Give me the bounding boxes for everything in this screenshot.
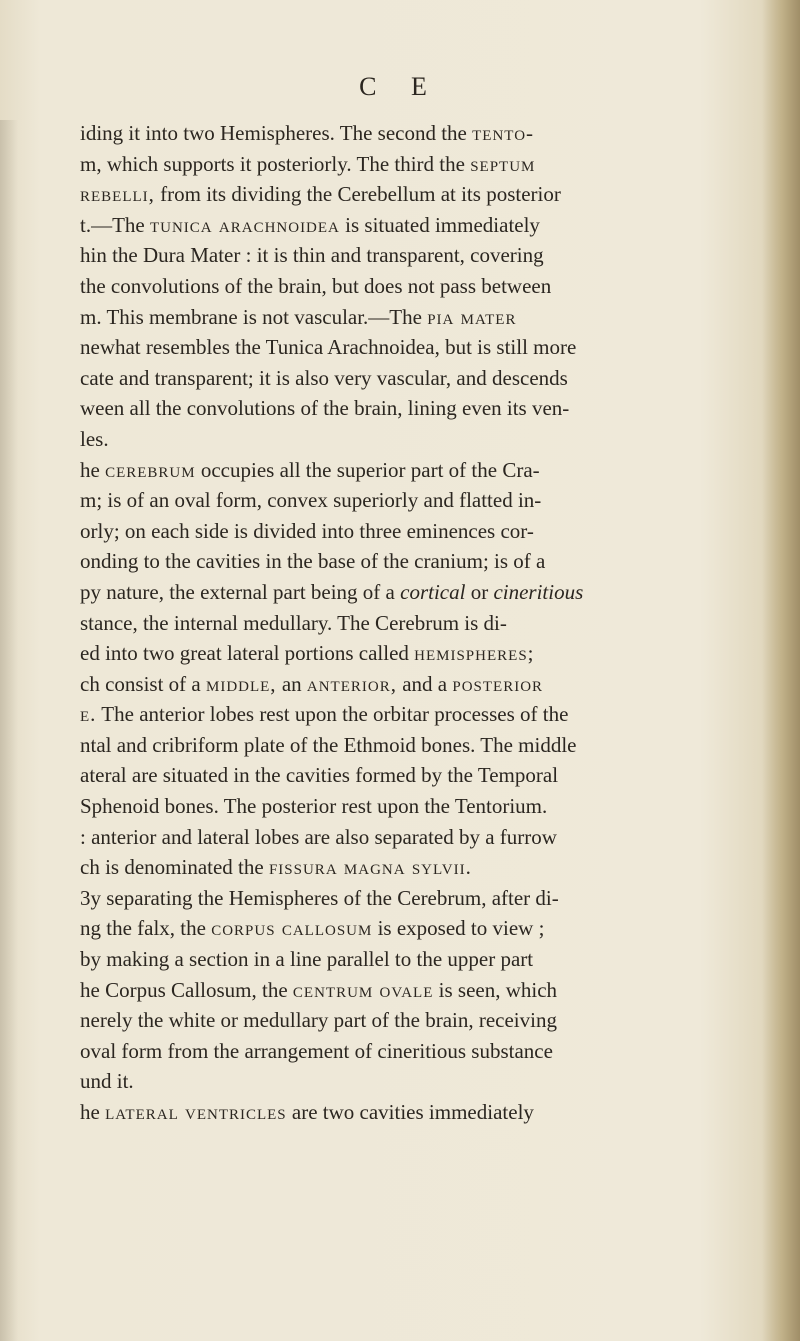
text-line: les.: [80, 426, 109, 451]
text-line: newhat resembles the Tunica Arachnoidea, but is still more: [80, 335, 577, 360]
text-line: nerely the white or medullary part of the brain, receiving: [80, 1008, 557, 1033]
text-line: he Corpus Callosum, the centrum ovale is seen, which: [80, 977, 558, 1002]
text-line: ed into two great lateral portions called hemispheres;: [80, 641, 534, 666]
text-line: 3y separating the Hemispheres of the Cerebrum, after di-: [80, 885, 559, 910]
text-line: py nature, the external part being of a cortical or cineritious: [80, 579, 584, 604]
text-line: m. This membrane is not vascular.—The pia mater: [80, 304, 517, 329]
text-line: e. The anterior lobes rest upon the orbitar processes of the: [80, 702, 569, 727]
text-line: rebelli, from its dividing the Cerebellum at its posterior: [80, 182, 561, 207]
text-line: ween all the convolutions of the brain, lining even its ven-: [80, 396, 570, 421]
running-header: C E: [359, 72, 441, 101]
text-line: ateral are situated in the cavities formed by the Temporal: [80, 763, 559, 788]
text-line: m, which supports it posteriorly. The third the septum: [80, 151, 536, 176]
text-line: : anterior and lateral lobes are also separated by a furrow: [80, 824, 557, 849]
text-line: ntal and cribriform plate of the Ethmoid bones. The middle: [80, 732, 577, 757]
text-line: by making a section in a line parallel to the upper part: [80, 947, 534, 972]
text-line: und it.: [80, 1069, 134, 1094]
text-line: t.—The tunica arachnoidea is situated immediately: [80, 212, 540, 237]
page-gutter-shadow: [0, 120, 18, 1341]
text-line: Sphenoid bones. The posterior rest upon the Tentorium.: [80, 794, 548, 819]
text-line: he cerebrum occupies all the superior part of the Cra-: [80, 457, 540, 482]
text-line: iding it into two Hemispheres. The second the tento-: [80, 121, 535, 145]
text-line: ch consist of a middle, an anterior, and a posterior: [80, 671, 544, 696]
text-line: cate and transparent; it is also very vascular, and descends: [80, 365, 568, 390]
text-line: the convolutions of the brain, but does not pass between: [80, 273, 552, 298]
text-line: hin the Dura Mater : it is thin and transparent, covering: [80, 243, 544, 268]
text-line: orly; on each side is divided into three eminences cor-: [80, 518, 534, 543]
text-line: oval form from the arrangement of cineritious substance: [80, 1038, 553, 1063]
body-text: [80, 118, 780, 1128]
text-line: ch is denominated the fissura magna sylvii.: [80, 855, 472, 880]
text-line: m; is of an oval form, convex superiorly and flatted in-: [80, 488, 542, 513]
text-line: he lateral ventricles are two cavities immediately: [80, 1100, 534, 1124]
text-line: ng the falx, the corpus callosum is exposed to view ;: [80, 916, 545, 941]
text-line: stance, the internal medullary. The Cerebrum is di-: [80, 610, 507, 635]
text-line: onding to the cavities in the base of the cranium; is of a: [80, 549, 546, 574]
